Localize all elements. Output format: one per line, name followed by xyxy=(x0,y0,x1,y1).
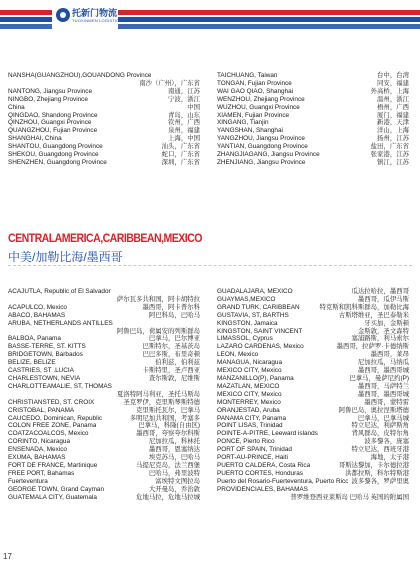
port-name-cn: 中国 xyxy=(187,103,200,111)
port-name-cn: 墨西哥，恩塞纳达 xyxy=(148,446,200,454)
port-name-en: PORT-AU-PRINCE, Haiti xyxy=(217,454,288,462)
port-name-en: MAZATLAN, MEXICO xyxy=(217,382,280,390)
port-name-cn: 波多黎各，庞塞 xyxy=(364,438,409,446)
port-name-en: GUADALAJARA, MEXICO xyxy=(217,288,293,295)
port-name-en: LAZARO CARDENAS, Mexico xyxy=(217,343,304,351)
port-entry xyxy=(8,399,200,407)
port-entry xyxy=(8,135,200,143)
header-stripe-blue xyxy=(0,17,52,22)
port-name-en: WAI GAO QIAO, Shanghai xyxy=(217,87,294,95)
port-name-cn: 尼加拉瓜，科林托 xyxy=(148,438,200,446)
port-list-bottom-right xyxy=(217,288,409,501)
port-entry xyxy=(8,143,200,151)
port-name-en: CHRISTIANSTED, ST. CROIX xyxy=(8,398,95,406)
port-name-cn: 洪都拉斯，科尔特斯港 xyxy=(345,469,409,477)
port-name-cn: 夏洛特阿马利亚，圣托马斯岛 xyxy=(116,390,200,398)
port-name-en: GUAYMAS,MEXICO xyxy=(217,295,276,303)
port-entry xyxy=(217,454,409,462)
port-entry xyxy=(8,383,200,391)
port-entry xyxy=(217,320,409,328)
port-name-cn: 墨西哥，马萨特兰 xyxy=(357,382,409,390)
port-name-cn: 青岛，山东 xyxy=(168,111,200,119)
header-stripe-blue xyxy=(0,24,52,29)
page-number: 17 xyxy=(3,552,12,561)
port-name-en: CASTRIES, ST .LUCIA xyxy=(8,367,74,375)
port-name-en: QUANGZHOU, Fujian Province xyxy=(8,127,98,135)
port-name-en: GUATEMALA CITY, Guatemala xyxy=(8,493,97,501)
port-name-en: LIMASSOL, Cyprus xyxy=(217,335,273,343)
port-entry xyxy=(217,391,409,399)
port-entry xyxy=(217,446,409,454)
port-name-cn: 汕头，广东省 xyxy=(161,143,200,151)
port-name-cn: 牙买加，金斯顿 xyxy=(364,319,409,327)
port-name-en: CRISTOBAL, PANAMA xyxy=(8,406,75,414)
section-title-en: CENTRALAMERICA,CARIBBEAN,MEXICO xyxy=(8,233,202,245)
port-name-cn: 背风群岛，皮特尔角 xyxy=(351,430,409,438)
port-name-en: Fuerteventura xyxy=(8,477,48,485)
port-name-en: WENZHOU, Zhejiang Province xyxy=(217,95,305,103)
port-name-en: CAUCEDO, Dominican, Republic xyxy=(8,414,103,422)
port-name-cn: 张家港，江苏 xyxy=(370,151,409,159)
port-entry xyxy=(8,304,200,312)
port-name-cn: 伯利兹，伯利兹 xyxy=(155,359,200,367)
port-entry xyxy=(8,438,200,446)
port-entry xyxy=(8,454,200,462)
section-title-cn: 中美/加勒比海/墨西哥 xyxy=(8,250,123,264)
port-name-cn: 查尔斯敦，尼维斯 xyxy=(148,374,200,382)
port-name-en: POINT LISAS, Trinidad xyxy=(217,422,283,430)
port-entry xyxy=(8,320,200,328)
port-name-en: China xyxy=(8,103,25,111)
port-name-en: ZHENJIANG, Jiangsu Province xyxy=(217,158,306,166)
port-name-cn: 梧州，广西 xyxy=(377,103,409,111)
port-entry xyxy=(217,80,409,88)
port-name-cn: 巴拿马，巴尔博亚 xyxy=(148,335,200,343)
port-entry xyxy=(217,296,409,304)
port-name-cn: 上海，中国 xyxy=(168,135,200,143)
port-entry xyxy=(217,359,409,367)
port-name-cn: 洋山，上海 xyxy=(377,127,409,135)
header-stripe-red xyxy=(118,10,420,15)
logo-text-cn: 托新门物流 xyxy=(72,8,118,18)
port-name-en: SHANTOU, Guangdong Province xyxy=(8,143,103,151)
port-entry xyxy=(8,104,200,112)
port-name-cn: 卡斯特里，圣卢西亚 xyxy=(142,367,200,375)
port-name-cn: 墨西哥，蒙特雷 xyxy=(364,398,409,406)
port-name-cn: 巴巴多斯，布里奇顿 xyxy=(142,351,200,359)
port-entry xyxy=(8,96,200,104)
port-entry xyxy=(217,383,409,391)
port-name-en: ACAPULCO, Mexico xyxy=(8,303,67,311)
port-name-cn: 镇江，江苏 xyxy=(377,158,409,166)
port-entry xyxy=(8,88,200,96)
port-name-cn: 墨西哥，夸察夸尔科斯 xyxy=(136,430,200,438)
port-entry xyxy=(8,72,200,80)
port-name-en: YANTIAN, Guangdong Province xyxy=(217,143,308,151)
port-name-cn: 危地马拉，危地马拉城 xyxy=(136,493,200,501)
port-name-cn: 墨西哥，拉萨罗·卡德纳斯 xyxy=(336,343,409,351)
port-name-cn: 蛇口，广东省 xyxy=(161,151,200,159)
port-name-en: MANAGUA, Nicaragua xyxy=(217,359,282,367)
port-name-en: MEXICO CITY, Mexico xyxy=(217,390,282,398)
port-name-en: MONTERREY, Mexico xyxy=(217,398,281,406)
port-entry xyxy=(217,407,409,415)
port-name-cn: 克里斯托瓦尔，巴拿马 xyxy=(136,406,200,414)
port-entry xyxy=(217,151,409,159)
port-name-cn: 多明尼加共和国，考塞多 xyxy=(129,414,200,422)
port-entry xyxy=(217,438,409,446)
port-entry xyxy=(217,288,409,296)
port-name-cn: 特立尼达，西班牙港 xyxy=(351,446,409,454)
port-entry xyxy=(217,312,409,320)
port-name-en: YANGSHAN, Shanghai xyxy=(217,127,283,135)
port-entry xyxy=(8,312,200,320)
port-name-en: XIAMEN, Fujian Province xyxy=(217,111,290,119)
port-name-cn: 温州，浙江 xyxy=(377,95,409,103)
port-name-cn: 南沙（广州），广东省 xyxy=(139,79,200,87)
port-name-cn: 巴拿马，曼萨尼约(P) xyxy=(349,374,409,382)
port-name-cn: 台中，台湾 xyxy=(377,72,409,79)
logo-text-en: TUOXINMEN LOGISTICS xyxy=(72,18,123,23)
page-header xyxy=(0,0,420,34)
port-entry xyxy=(8,494,200,502)
port-name-en: KINGSTON, Jamaica xyxy=(217,319,278,327)
port-entry xyxy=(217,462,409,470)
port-name-cn: 深圳，广东省 xyxy=(161,158,200,166)
port-entry xyxy=(217,478,409,486)
port-name-cn: 墨西哥，墨西哥城 xyxy=(357,390,409,398)
port-name-en: Puerto del Rosario-Fuerteventura, Puerto Rico xyxy=(217,477,349,485)
port-name-en: BALBOA, Panama xyxy=(8,335,61,343)
port-name-cn: 钦州，广西 xyxy=(168,119,200,127)
port-name-cn: 墨西哥，莱昂 xyxy=(370,351,409,359)
header-stripe-blue xyxy=(118,17,420,22)
port-name-cn: 阿鲁巴岛，奥拉涅斯塔德 xyxy=(338,406,409,414)
port-entry xyxy=(8,351,200,359)
port-name-cn: 扬州，江苏 xyxy=(377,135,409,143)
port-name-en: CHARLESTOWN, NEVIA xyxy=(8,374,81,382)
header-stripe-blue xyxy=(118,24,420,29)
port-name-en: POINTE-A-PITRE, Leeward islands xyxy=(217,430,318,438)
port-name-en: BELIZE, BELIZE xyxy=(8,359,56,367)
port-name-cn: 金斯敦，圣文森特 xyxy=(357,327,409,335)
port-name-en: SHENZHEN, Guangdong Province xyxy=(8,158,107,166)
port-name-en: LEON, Mexico xyxy=(217,351,259,359)
port-name-cn: 塞浦路斯，利马索尔 xyxy=(351,335,409,343)
port-name-en: FREE PORT, Bahamas xyxy=(8,469,75,477)
port-name-en: SHEKOU, Guangdong Province xyxy=(8,151,99,159)
port-name-cn: 巴斯特尔，圣基茨岛 xyxy=(142,343,200,351)
port-name-en: EXUMA, BAHAMAS xyxy=(8,454,66,462)
port-entry xyxy=(217,104,409,112)
port-name-cn: 萨尔瓦多共和国，阿卡胡特拉 xyxy=(116,295,200,303)
port-name-cn: 阿巴科岛，巴哈马 xyxy=(148,311,200,319)
port-name-cn: 海地，太子港 xyxy=(370,454,409,462)
port-name-cn: 巴哈马，弗里波特 xyxy=(148,469,200,477)
port-name-en: QINZHOU, Guangxi Province xyxy=(8,119,92,127)
port-entry xyxy=(8,478,200,486)
port-name-en: GEORGE TOWN, Grand Cayman xyxy=(8,485,105,493)
port-entry xyxy=(8,359,200,367)
port-name-en: CORINTO, Nicaragua xyxy=(8,438,71,446)
port-name-en: FORT DE FRANCE, Martinique xyxy=(8,461,98,469)
port-name-cn: 宁波，浙江 xyxy=(168,95,200,103)
port-name-cn: 富埃特文图拉岛 xyxy=(155,477,200,485)
port-entry xyxy=(217,486,409,494)
port-entry xyxy=(8,367,200,375)
header-stripe-red xyxy=(0,10,52,15)
port-list-top-left xyxy=(8,72,200,167)
section-divider xyxy=(8,265,412,266)
port-name-en: NANTONG, Jiangsu Province xyxy=(8,87,93,95)
port-entry xyxy=(8,288,200,296)
port-name-en: PONCE, Pierto Rico xyxy=(217,438,275,446)
port-name-cn: 墨西哥，阿卡普尔科 xyxy=(142,303,200,311)
port-entry xyxy=(8,391,200,399)
port-name-en: MEXICO CITY, Mexico xyxy=(217,367,282,375)
port-name-en: NANSHA(GUANGZHOU),GOUANDONG Province xyxy=(8,72,152,79)
port-list-bottom-left xyxy=(8,288,200,501)
port-entry xyxy=(8,296,200,304)
port-name-en: COLON FREE ZONE, Panama xyxy=(8,422,97,430)
port-name-en: MANZANILLO(P), Panama xyxy=(217,374,294,382)
port-list-top-right xyxy=(217,72,409,167)
port-name-en: WUZHOU, Guangxi Province xyxy=(217,103,300,111)
port-entry xyxy=(217,88,409,96)
port-name-cn: 特立尼达，利萨斯角 xyxy=(351,422,409,430)
port-name-en: ABACO, BAHAMAS xyxy=(8,311,66,319)
port-entry xyxy=(8,470,200,478)
port-entry xyxy=(8,407,200,415)
port-entry xyxy=(8,462,200,470)
port-entry xyxy=(8,446,200,454)
port-entry xyxy=(217,351,409,359)
port-name-en: YANGZHOU, Jiangsu Province xyxy=(217,135,305,143)
port-name-en: ORANJESTAD, Aruba xyxy=(217,406,280,414)
port-name-en: BRIDGETOWN, Barbados xyxy=(8,351,83,359)
port-name-en: GUSTAVIA, ST, BARTHS xyxy=(217,311,289,319)
port-name-en: TONGAN, Fujian Province xyxy=(217,79,292,87)
logo-mark-icon xyxy=(56,8,70,22)
port-name-en: PANAMA CITY, Panama xyxy=(217,414,287,422)
port-entry xyxy=(217,135,409,143)
port-name-cn: 外高桥，上海 xyxy=(370,87,409,95)
port-name-cn: 厦门，福建 xyxy=(377,111,409,119)
port-name-en: QINGDAO, Shandong Province xyxy=(8,111,98,119)
port-entry xyxy=(8,80,200,88)
port-name-cn: 古斯塔维亚，圣巴泰勒米 xyxy=(338,311,409,319)
port-name-en: ENSENADA, Mexico xyxy=(8,446,67,454)
port-entry xyxy=(8,375,200,383)
port-name-en: TAICHUANG, Taiwan xyxy=(217,72,278,79)
port-name-cn: 墨西哥，墨西哥城 xyxy=(357,367,409,375)
port-entry xyxy=(217,494,409,502)
port-name-en: COATZACOALCOS, Mexico xyxy=(8,430,89,438)
port-name-en: ARUBA, NETHERLANDS ANTILLES xyxy=(8,319,113,327)
port-name-cn: 波多黎各，罗萨里奥 xyxy=(351,477,409,485)
port-name-cn: 南通，江苏 xyxy=(168,87,200,95)
port-name-cn: 泉州，福建 xyxy=(168,127,200,135)
port-name-en: XINGANG, Tianjin xyxy=(217,119,269,127)
port-name-en: SHANGHAI, China xyxy=(8,135,62,143)
company-logo xyxy=(54,5,123,31)
port-entry xyxy=(8,159,200,167)
port-entry xyxy=(217,159,409,167)
port-entry xyxy=(217,96,409,104)
port-entry xyxy=(217,367,409,375)
port-name-cn: 哥斯达黎加，卡尔德拉港 xyxy=(338,461,409,469)
port-entry xyxy=(217,72,409,80)
port-name-en: PROVIDENCIALES, BAHAMAS xyxy=(217,485,308,493)
port-name-cn: 埃克苏马，巴哈马 xyxy=(148,454,200,462)
port-name-cn: 特克斯和凯科斯群岛，加勒比海 xyxy=(319,303,409,311)
port-name-cn: 盐田，广东省 xyxy=(370,143,409,151)
port-entry xyxy=(217,375,409,383)
port-name-cn: 阿鲁巴岛，荷属安的列斯群岛 xyxy=(116,327,200,335)
port-name-en: ACAJUTLA, Republic of El Salvador xyxy=(8,288,111,295)
port-name-cn: 尼加拉瓜，马纳瓜 xyxy=(357,359,409,367)
port-name-cn: 新港，天津 xyxy=(377,119,409,127)
port-entry xyxy=(8,486,200,494)
port-name-cn: 圣克罗伊，克里斯琴斯特德 xyxy=(123,398,200,406)
port-name-cn: 普罗维登西亚莱斯岛 巴哈马 英国的附属国 xyxy=(290,493,409,501)
port-name-cn: 瓜达拉哈拉，墨西哥 xyxy=(351,288,409,295)
port-name-cn: 巴拿马，巴拿马城 xyxy=(357,414,409,422)
port-name-cn: 墨西哥，瓜伊马斯 xyxy=(357,295,409,303)
port-name-cn: 大开曼岛，乔治敦 xyxy=(148,485,200,493)
port-name-en: GRAND TURK, CARIBBEAN xyxy=(217,303,300,311)
port-name-cn: 同安，福建 xyxy=(377,79,409,87)
port-name-en: NINGBO, Zhejiang Province xyxy=(8,95,88,103)
port-entry xyxy=(217,143,409,151)
port-entry xyxy=(8,151,200,159)
port-name-en: KINGSTON, SAINT VINCENT xyxy=(217,327,303,335)
port-name-cn: 巴拿马，科隆(自由区) xyxy=(138,422,200,430)
port-name-en: PUERTO CORTES, Honduras xyxy=(217,469,303,477)
port-entry xyxy=(217,470,409,478)
port-entry xyxy=(217,304,409,312)
port-name-en: PUERTO CALDERA, Costa Rica xyxy=(217,461,311,469)
port-name-en: PORT OF SPAIN, Trinidad xyxy=(217,446,292,454)
port-name-en: ZHANGJIAGANG, Jiangsu Province xyxy=(217,151,320,159)
port-name-en: CHARLOTTEAMALIE, ST, THOMAS xyxy=(8,382,112,390)
port-entry xyxy=(217,399,409,407)
port-name-cn: 马提尼克岛，法兰西堡 xyxy=(136,461,200,469)
port-name-en: BASSE-TERRE, ST. KITTS xyxy=(8,343,86,351)
